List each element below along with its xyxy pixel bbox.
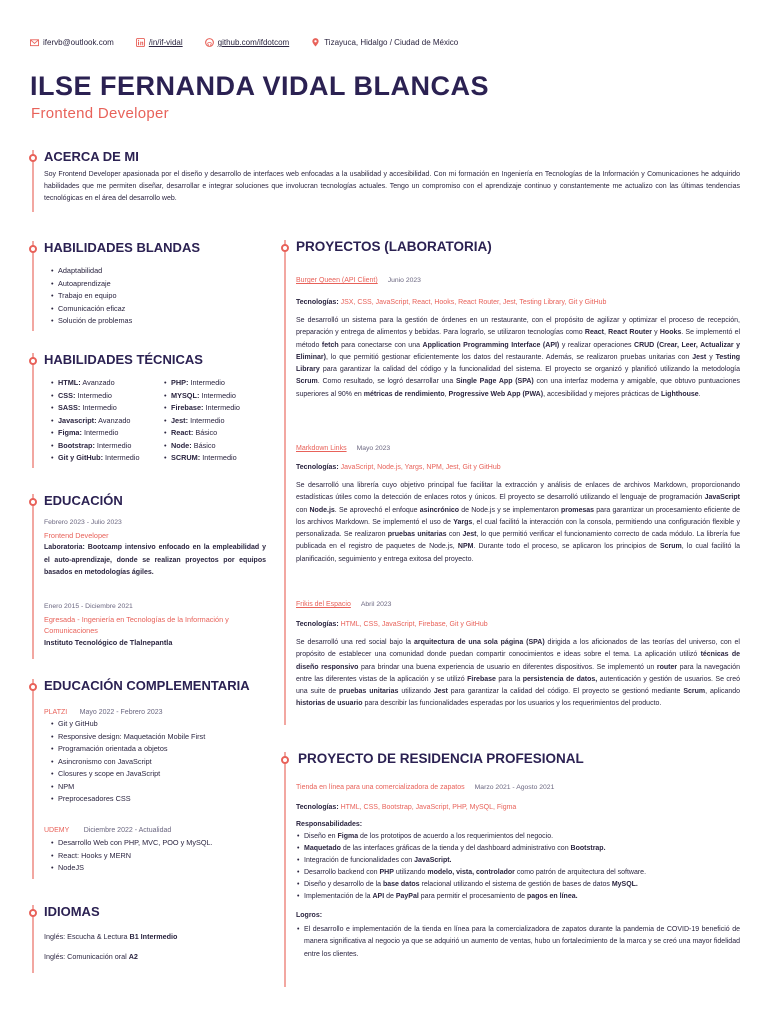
timeline-dot [29, 245, 37, 253]
timeline-line [284, 240, 286, 725]
list-item: • Bootstrap: Intermedio [50, 440, 163, 453]
soft-skills-section [32, 241, 272, 331]
list-item: • Responsive design: Maquetación Mobile First [50, 731, 205, 744]
list-item: • Diseño en Figma de los prototipos de acuerdo a los requerimientos del negocio. [296, 831, 740, 843]
list-item: • Trabajo en equipo [50, 290, 132, 303]
list-item: • PHP: Intermedio [163, 377, 273, 390]
project-frikis-espacio [296, 593, 740, 711]
project-date: Mayo 2023 [356, 445, 391, 452]
timeline-dot [29, 498, 37, 506]
project-burger-queen [296, 269, 740, 401]
project-markdown-links [296, 437, 740, 566]
residency-body [296, 776, 740, 961]
soft-skills-list [50, 265, 132, 328]
responsibilities-label: Responsabilidades: [296, 821, 363, 828]
education-entry-2 [44, 603, 266, 647]
education-dates: Febrero 2023 - Julio 2023 [44, 519, 122, 526]
residency-date: Marzo 2021 - Agosto 2021 [474, 784, 555, 791]
education-school: Frontend Developer [44, 531, 109, 540]
list-item: • Jest: Intermedio [163, 415, 273, 428]
location-pin-icon [311, 38, 320, 47]
list-item: • Desarrollo backend con PHP utilizando modelo, vista, controlador como patrón de arquitectura del software. [296, 867, 740, 879]
residency-section [284, 752, 744, 987]
about-title: ACERCA DE MI [44, 149, 139, 164]
project-date: Junio 2023 [387, 277, 421, 284]
project-tech: Tecnologías: JavaScript, Node.js, Yargs, NPM, Jest, Git y GitHub [296, 464, 501, 471]
education-dates: Enero 2015 - Diciembre 2021 [44, 603, 133, 610]
project-description: Se desarrolló una librería cuyo objetivo principal fue facilitar la extracción y análisis de enlaces de archivos Markdown, proporcionando estadísticas útiles como la detección de enlaces rotos y únicos. El proyecto se desarrolló utilizando el lenguaje de programación JavaScript con Node.js. Se aprovechó el enfoque asincrónico de Node.js y se implementaron promesas para garantizar un procesamiento eficiente de los archivos Markdown. Se implementó el uso de Yargs, el cual facilitó la interacción con la consola, permitiendo una configuración flexible y personalizada. Se realizaron pruebas unitarias con Jest, lo que permitió verificar el funcionamiento correcto de cada módulo. La librería fue publicada en el registro de paquetes de Node.js, NPM. Durante todo el proceso, se aplicaron los principios de Scrum, lo cual facilitó la planificación, seguimiento y entrega exitosa del proyecto. [296, 482, 741, 563]
list-item: • Asincronismo con JavaScript [50, 756, 205, 769]
list-item: • Solución de problemas [50, 315, 132, 328]
projects-title: PROYECTOS (LABORATORIA) [296, 239, 492, 254]
list-item: • Adaptabilidad [50, 265, 132, 278]
complementary-education-section [32, 679, 272, 879]
timeline-dot [29, 154, 37, 162]
education-title: EDUCACIÓN [44, 493, 123, 508]
contact-location [311, 38, 458, 47]
list-item: • Closures y scope en JavaScript [50, 768, 205, 781]
udemy-entry [44, 819, 171, 837]
list-item: • React: Hooks y MERN [50, 850, 213, 863]
list-item: • React: Básico [163, 427, 273, 440]
languages-title: IDIOMAS [44, 904, 100, 919]
contact-email[interactable] [30, 38, 114, 47]
education-section [32, 494, 272, 659]
timeline-line [32, 241, 34, 331]
list-item: • NodeJS [50, 862, 213, 875]
tech-skills-grid [50, 377, 273, 465]
platzi-course-list [50, 718, 205, 806]
list-item: • Desarrollo Web con PHP, MVC, POO y MySQL. [50, 837, 213, 850]
timeline-line [284, 752, 286, 987]
timeline-dot [29, 357, 37, 365]
contact-linkedin[interactable] [136, 38, 183, 47]
platzi-label: PLATZI [44, 709, 68, 716]
project-link[interactable]: Burger Queen (API Client) [296, 277, 378, 284]
full-name: ILSE FERNANDA VIDAL BLANCAS [30, 71, 490, 101]
education-entry-1 [44, 519, 266, 580]
github-icon [205, 38, 214, 47]
timeline-dot [281, 244, 289, 252]
list-item: • Autoaprendizaje [50, 278, 132, 291]
contact-linkedin-text: /in/if-vidal [148, 38, 183, 47]
tech-skills-left [50, 377, 163, 465]
education-degree: Egresada - Ingeniería en Tecnologías de la Información y Comunicaciones [44, 615, 229, 635]
about-section [32, 150, 740, 212]
education-desc: Laboratoria: Bootcamp intensivo enfocado en la empleabilidad y el auto-aprendizaje, donde se realizan proyectos por equipos basados en metodologías ágiles. [44, 544, 266, 576]
job-role: Frontend Developer [31, 105, 169, 122]
list-item: • HTML: Avanzado [50, 377, 163, 390]
list-item: • Javascript: Avanzado [50, 415, 163, 428]
timeline-line [32, 494, 34, 659]
project-description: Se desarrolló una red social bajo la arquitectura de una sola página (SPA) dirigida a los aficionados de las teorías del universo, con el propósito de establecer una comunidad donde puedan compartir conocimientos e ideas sobre el tema. La aplicación utilizó técnicas de diseño responsivo para brindar una buena experiencia de usuario en diferentes dispositivos. Se implementó un router para la navegación entre las diferentes vistas de la aplicación y se utilizó Firebase para la persistencia de datos, autenticación y gestión de usuarios. Se creó una suite de pruebas unitarias utilizando Jest para garantizar la calidad del código. El proyecto se gestionó mediante Scrum, aplicando historias de usuario para describir las funcionalidades esperadas por los usuarios y los requerimientos del producto. [296, 639, 741, 708]
timeline-line [32, 353, 34, 468]
project-tech: Tecnologías: HTML, CSS, JavaScript, Firebase, Git y GitHub [296, 621, 488, 628]
contact-location-text: Tizayuca, Hidalgo / Ciudad de México [324, 38, 459, 47]
project-tech: Tecnologías: JSX, CSS, JavaScript, React, Hooks, React Router, Jest, Testing Library, Git y GitHub [296, 299, 607, 306]
responsibilities-list [296, 831, 740, 903]
udemy-dates: Diciembre 2022 - Actualidad [83, 827, 172, 834]
language-item: Inglés: Comunicación oral A2 [44, 952, 138, 961]
list-item: • Node: Básico [163, 440, 273, 453]
contact-github-text: github.com/ifdotcom [217, 38, 290, 47]
tech-skills-title: HABILIDADES TÉCNICAS [44, 352, 203, 367]
timeline-line [32, 679, 34, 879]
udemy-course-list [50, 837, 213, 875]
list-item: • El desarrollo e implementación de la tienda en línea para la comercializadora de zapatos durante la pandemia de COVID-19 benefició de manera significativa al negocio ya que se adquirió un aumento de ventas, hubo un fortalecimiento de la marca y se creó una mayor fidelidad entre los clientes. [296, 924, 740, 961]
education-school: Instituto Tecnológico de Tlalnepantla [44, 638, 173, 647]
list-item: • MYSQL: Intermedio [163, 390, 273, 403]
residency-project-name: Tienda en línea para una comercializadora de zapatos [296, 784, 465, 791]
timeline-dot [29, 909, 37, 917]
tech-skills-section [32, 353, 272, 468]
list-item: • SCRUM: Intermedio [163, 452, 273, 465]
linkedin-icon [136, 38, 145, 47]
list-item: • Git y GitHub: Intermedio [50, 452, 163, 465]
tech-skills-right [163, 377, 273, 465]
platzi-entry [44, 701, 163, 719]
language-item: Inglés: Escucha & Lectura B1 Intermedio [44, 932, 178, 941]
list-item: • Preprocesadores CSS [50, 793, 205, 806]
timeline-dot [281, 756, 289, 764]
about-text: Soy Frontend Developer apasionada por el diseño y desarrollo de interfaces web enfocadas a la usabilidad y accesibilidad. Con mi formación en Ingeniería en Tecnologías de la Información y Comunicaciones he adquirido habilidades que me permiten diseñar, desarrollar e integrar soluciones que involucran tecnologías actuales. Tengo un compromiso con el aprendizaje continuo y constantemente me actualizo con las últimas tendencias tecnológicas en el área del desarrollo web. [44, 171, 740, 202]
list-item: • Git y GitHub [50, 718, 205, 731]
list-item: • Firebase: Intermedio [163, 402, 273, 415]
project-link[interactable]: Frikis del Espacio [296, 601, 351, 608]
contact-bar [30, 38, 480, 47]
soft-skills-title: HABILIDADES BLANDAS [44, 240, 200, 255]
contact-email-text: ifervb@outlook.com [43, 38, 114, 47]
list-item: • SASS: Intermedio [50, 402, 163, 415]
achievements-list [296, 924, 740, 961]
udemy-label: UDEMY [44, 827, 70, 834]
list-item: • Diseño y desarrollo de la base datos relacional utilizando el sistema de gestión de bases de datos MySQL. [296, 879, 740, 891]
list-item: • Programación orientada a objetos [50, 743, 205, 756]
list-item: • NPM [50, 781, 205, 794]
timeline-dot [29, 683, 37, 691]
residency-tech: Tecnologías: HTML, CSS, Bootstrap, JavaScript, PHP, MySQL, Figma [296, 804, 517, 811]
mail-icon [30, 38, 39, 47]
platzi-dates: Mayo 2022 - Febrero 2023 [79, 709, 163, 716]
project-date: Abril 2023 [360, 601, 392, 608]
list-item: • Integración de funcionalidades con JavaScript. [296, 855, 740, 867]
project-link[interactable]: Markdown Links [296, 445, 347, 452]
languages-section [32, 905, 272, 973]
project-description: Se desarrolló un sistema para la gestión de órdenes en un restaurante, con el propósito de agilizar y optimizar el proceso de recepción, preparación y entrega de alimentos y bebidas. Para lograrlo, se utilizaron tecnologías como React, React Router y Hooks. Se implementó el método fetch para conectarse con una Application Programming Interface (API) y realizar operaciones CRUD (Crear, Leer, Actualizar y Eliminar), lo que permitió gestionar eficientemente los datos del restaurante. Además, se realizaron pruebas unitarias con Jest y Testing Library para garantizar la calidad del código y la funcionalidad del sistema. El proyecto se organizó y planificó utilizando la metodología Scrum. Como resultado, se logró desarrollar una Single Page App (SPA) con una interfaz moderna y amigable, que obtuvo puntuaciones superiores al 90% en métricas de rendimiento, Progressive Web App (PWA), accesibilidad y mejores prácticas de Lighthouse. [296, 317, 741, 398]
list-item: • CSS: Intermedio [50, 390, 163, 403]
list-item: • Implementación de la API de PayPal para permitir el procesamiento de pagos en línea. [296, 891, 740, 903]
list-item: • Figma: Intermedio [50, 427, 163, 440]
projects-section [284, 240, 744, 725]
contact-github[interactable] [205, 38, 290, 47]
complementary-education-title: EDUCACIÓN COMPLEMENTARIA [44, 678, 250, 693]
list-item: • Comunicación eficaz [50, 303, 132, 316]
residency-title: PROYECTO DE RESIDENCIA PROFESIONAL [298, 751, 584, 766]
achievements-label: Logros: [296, 912, 323, 919]
list-item: • Maquetado de las interfaces gráficas de la tienda y del dashboard administrativo con Bootstrap. [296, 843, 740, 855]
